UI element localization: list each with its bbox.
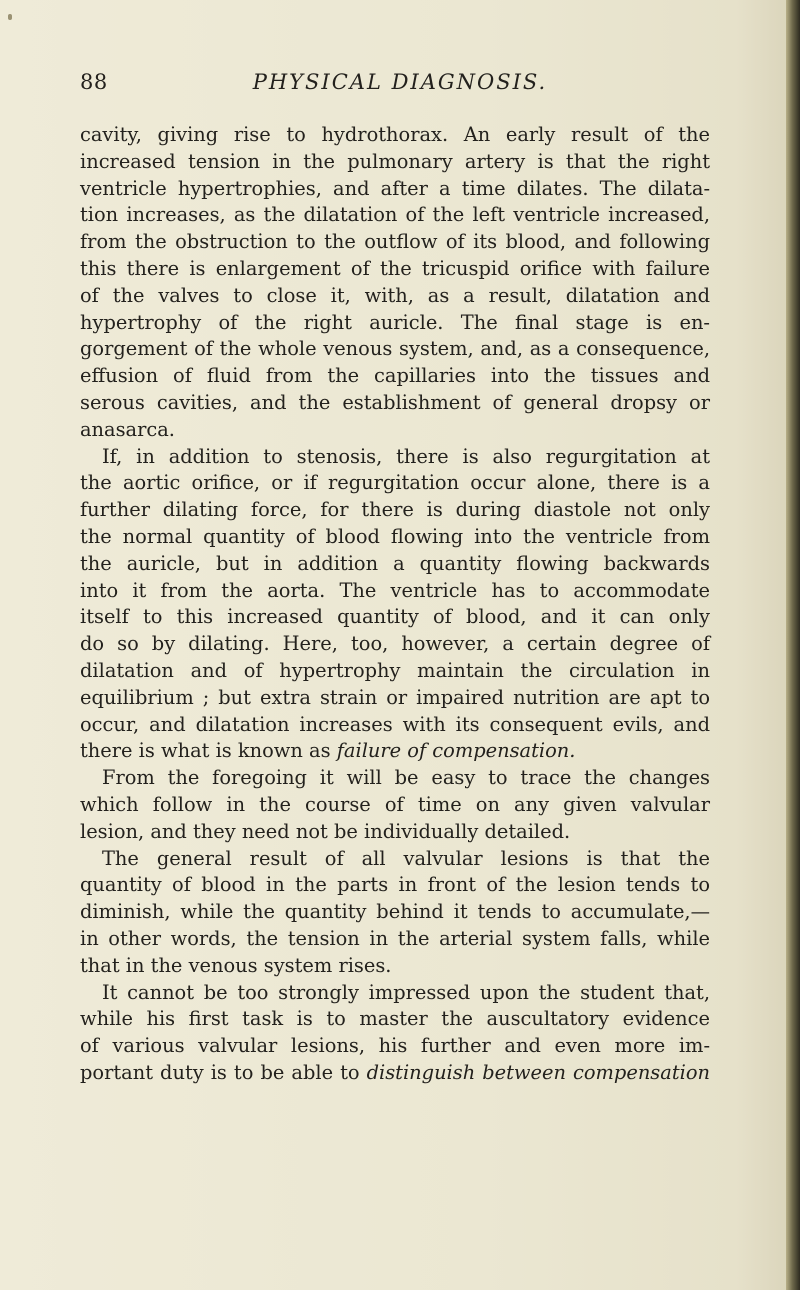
text-segment: of the valves to close it, with, as a result, dilatation and (80, 283, 710, 307)
text-line (80, 926, 710, 953)
text-line (80, 765, 710, 792)
text-segment: ventricle hypertrophies, and after a time dilates. The dilata- (80, 176, 710, 200)
text-line (80, 363, 710, 390)
text-segment: portant duty is to be able to (80, 1060, 367, 1084)
text-line (80, 819, 710, 846)
text-line (80, 310, 710, 337)
text-segment: the auricle, but in addition a quantity flowing backwards (80, 551, 710, 575)
text-line (80, 229, 710, 256)
text-line (80, 792, 710, 819)
page-number: 88 (80, 70, 108, 94)
text-segment: into it from the aorta. The ventricle has to accommodate (80, 578, 710, 602)
text-line (80, 738, 710, 765)
text-segment: If, in addition to stenosis, there is also regurgitation at (102, 444, 710, 468)
text-line (80, 872, 710, 899)
text-line (80, 470, 710, 497)
text-line (80, 256, 710, 283)
body-text (80, 122, 710, 1087)
text-segment: the aortic orifice, or if regurgitation occur alone, there is a (80, 471, 710, 495)
text-line (80, 685, 710, 712)
text-segment: It cannot be too strongly impressed upon the student that, (102, 980, 710, 1004)
text-segment: from the obstruction to the outflow of its blood, and following (80, 230, 710, 254)
text-segment: cavity, giving rise to hydrothorax. An early result of the (80, 123, 710, 146)
text-line (80, 980, 710, 1007)
text-segment: in other words, the tension in the arterial system falls, while (80, 926, 710, 950)
running-title: PHYSICAL DIAGNOSIS. (252, 70, 548, 94)
page-edge-shadow (786, 0, 800, 1290)
text-line (80, 390, 710, 417)
text-line (80, 1006, 710, 1033)
text-segment: tion increases, as the dilatation of the left ventricle increased, (80, 203, 710, 227)
text-segment: lesion, and they need not be individually detailed. (80, 819, 571, 843)
text-line (80, 1033, 710, 1060)
text-line (80, 283, 710, 310)
text-line (80, 176, 710, 203)
text-line (80, 202, 710, 229)
text-line (80, 1060, 710, 1087)
text-segment: quantity of blood in the parts in front of the lesion tends to (80, 873, 710, 897)
text-line (80, 953, 710, 980)
text-segment: the normal quantity of blood flowing into the ventricle from (80, 524, 710, 548)
text-line (80, 524, 710, 551)
text-segment: further dilating force, for there is during diastole not only (80, 498, 710, 522)
running-head (80, 70, 720, 100)
text-segment: increased tension in the pulmonary artery is that the right (80, 149, 710, 173)
italic-phrase: distinguish between compensation (366, 1060, 710, 1084)
text-segment: dilatation and of hypertrophy maintain the circulation in (80, 658, 710, 682)
text-segment: itself to this increased quantity of blood, and it can only (80, 605, 710, 629)
text-segment: equilibrium ; but extra strain or impaired nutrition are apt to (80, 685, 710, 709)
text-line (80, 604, 710, 631)
text-segment: while his first task is to master the auscultatory evidence (80, 1007, 710, 1031)
text-line (80, 417, 710, 444)
text-segment: this there is enlargement of the tricuspid orifice with failure (80, 256, 710, 280)
text-segment: that in the venous system rises. (80, 953, 392, 977)
text-segment: anasarca. (80, 417, 175, 441)
text-line (80, 551, 710, 578)
italic-phrase: failure of compensation. (336, 739, 576, 763)
text-segment: gorgement of the whole venous system, and, as a consequence, (80, 337, 710, 361)
text-line (80, 712, 710, 739)
text-segment: effusion of fluid from the capillaries into the tissues and (80, 364, 710, 388)
text-line (80, 846, 710, 873)
text-segment: do so by dilating. Here, too, however, a certain degree of (80, 632, 710, 656)
text-line (80, 578, 710, 605)
text-line (80, 899, 710, 926)
text-segment: From the foregoing it will be easy to trace the changes (102, 766, 710, 790)
text-line (80, 658, 710, 685)
text-segment: serous cavities, and the establishment of general dropsy or (80, 390, 710, 414)
text-segment: hypertrophy of the right auricle. The final stage is en- (80, 310, 710, 334)
text-line (80, 631, 710, 658)
text-segment: occur, and dilatation increases with its consequent evils, and (80, 712, 710, 736)
text-line (80, 497, 710, 524)
text-line (80, 122, 710, 149)
text-line (80, 149, 710, 176)
text-segment: The general result of all valvular lesions is that the (102, 846, 710, 870)
text-line (80, 336, 710, 363)
text-segment: which follow in the course of time on any given valvular (80, 792, 710, 816)
text-segment: diminish, while the quantity behind it tends to accumulate,— (80, 900, 710, 924)
text-segment: there is what is known as (80, 739, 337, 763)
text-line (80, 444, 710, 471)
paper-speck (8, 14, 12, 20)
text-segment: of various valvular lesions, his further and even more im- (80, 1034, 710, 1058)
